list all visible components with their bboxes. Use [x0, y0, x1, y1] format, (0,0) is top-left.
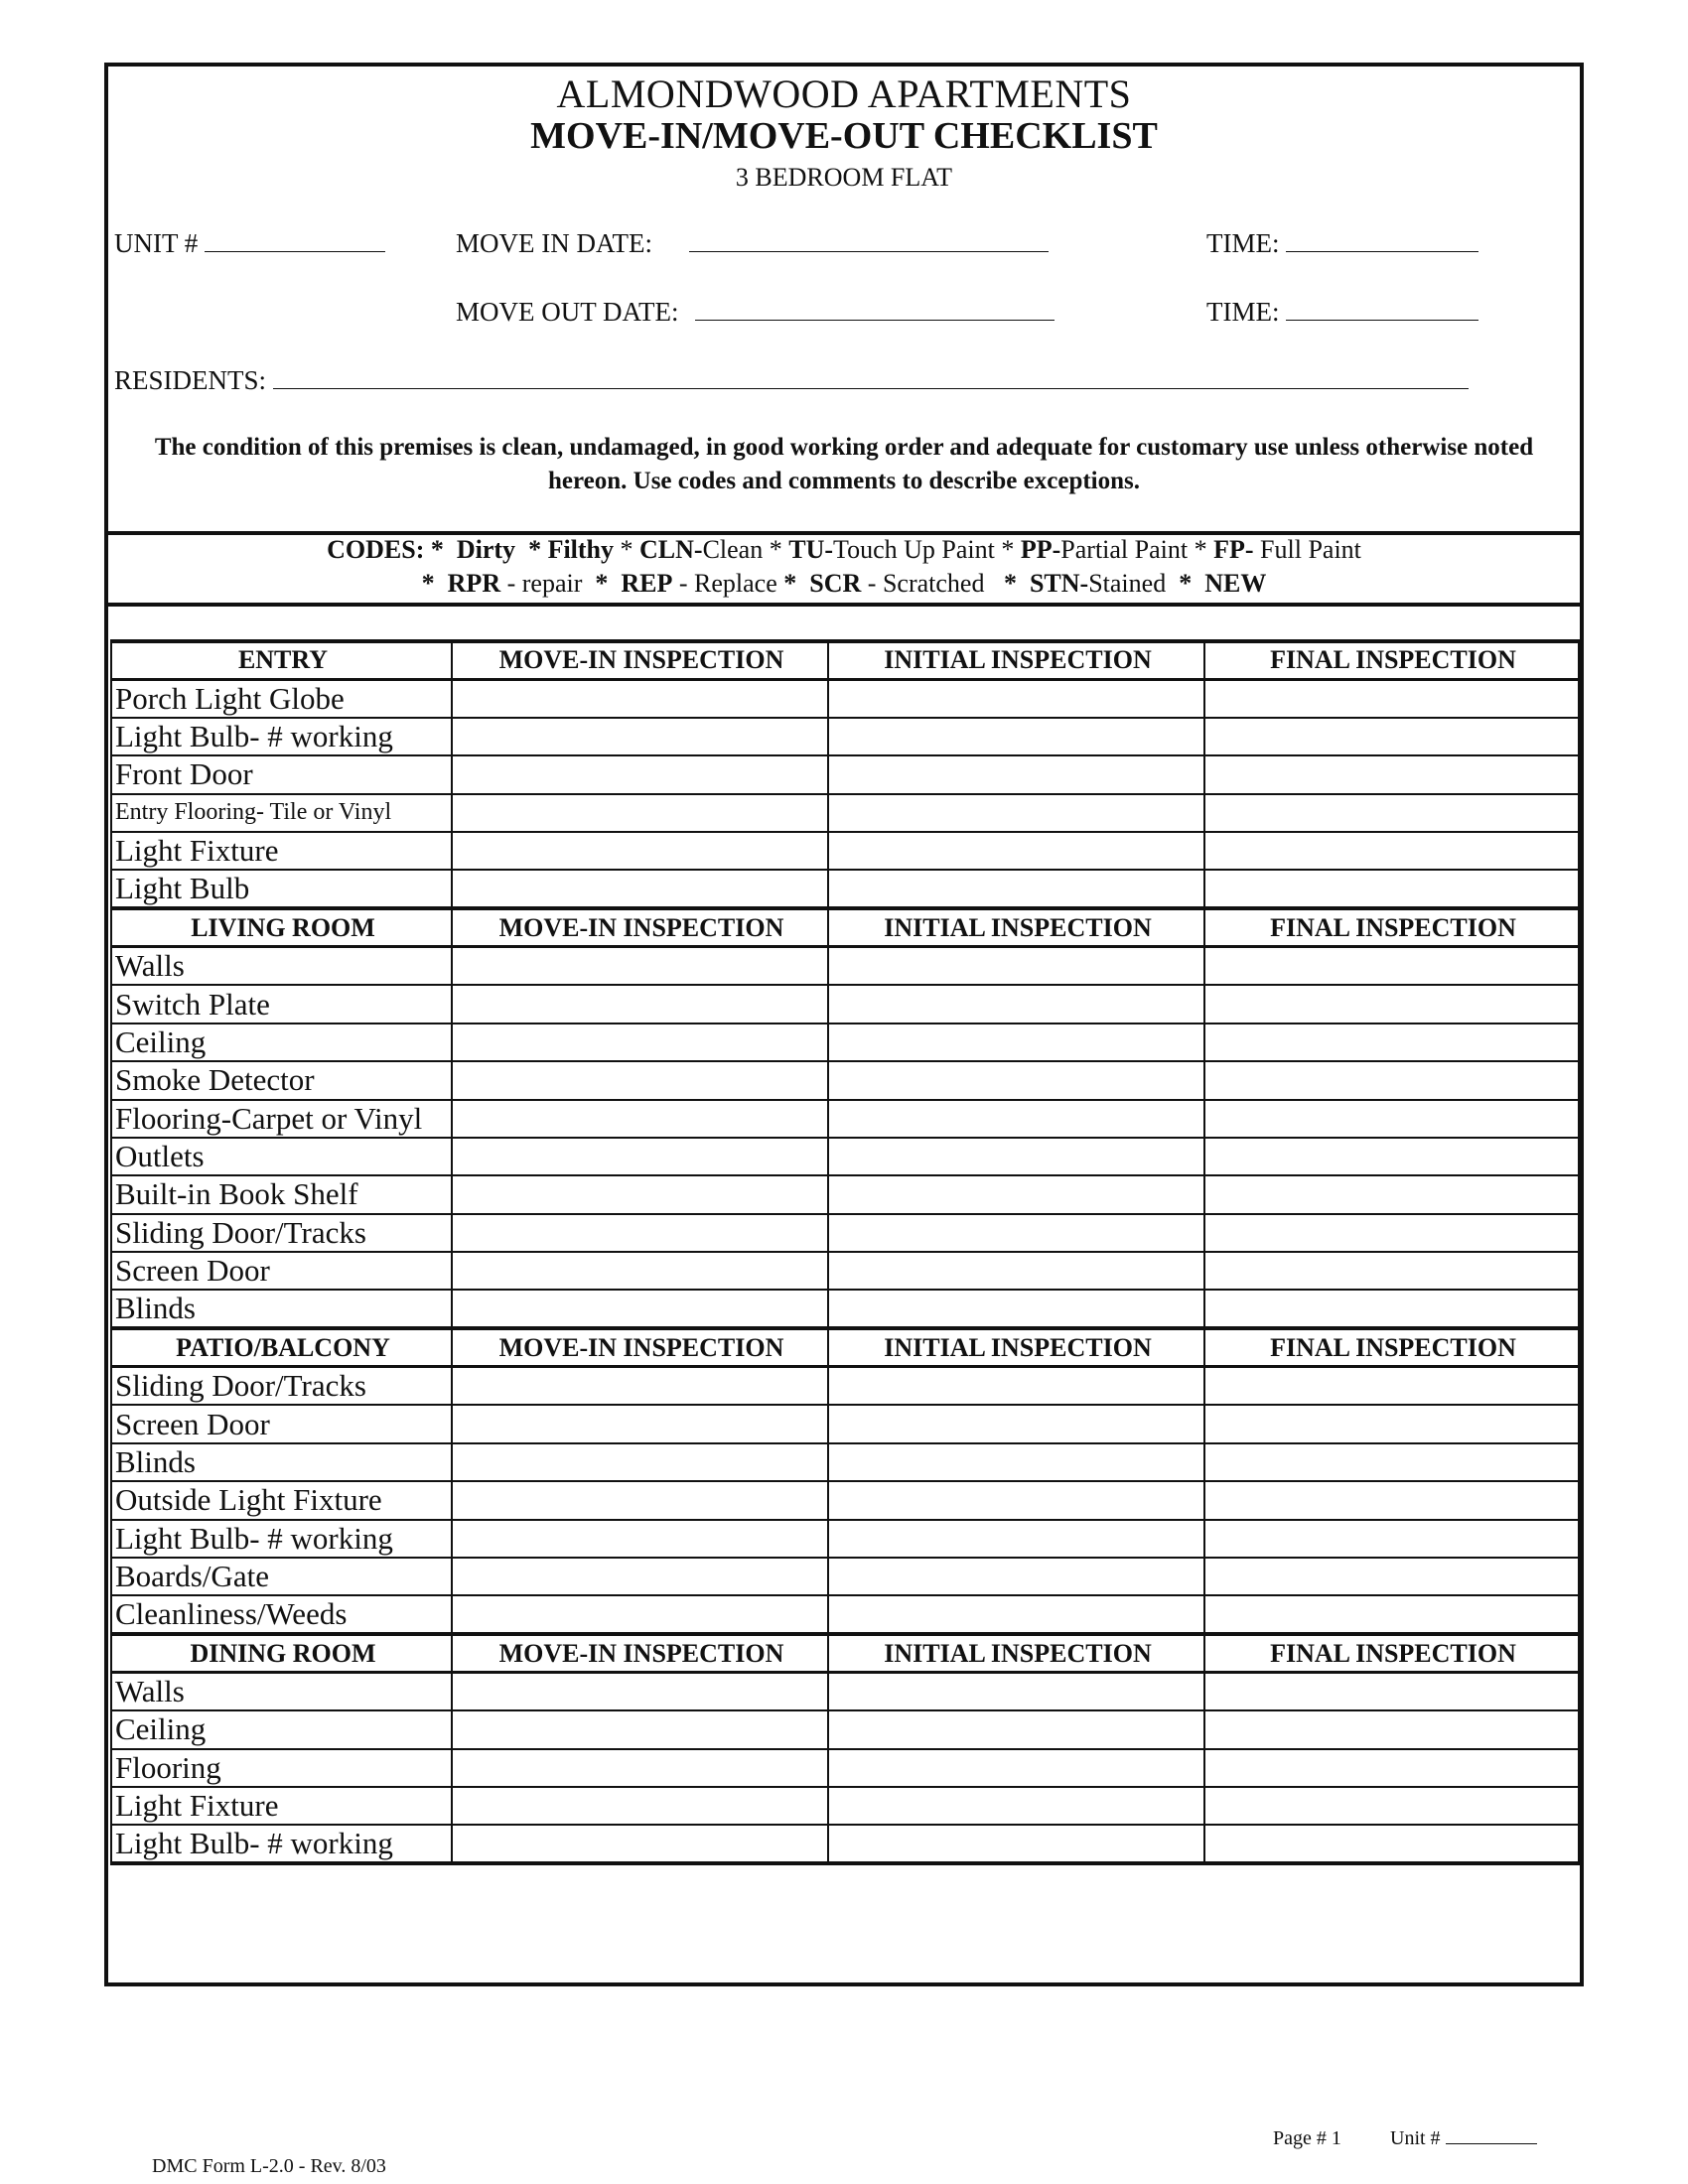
unit-input-line[interactable]	[205, 251, 385, 252]
move-in-cell[interactable]	[452, 1595, 828, 1634]
move-in-cell[interactable]	[452, 1138, 828, 1175]
final-column-header: FINAL INSPECTION	[1204, 1328, 1579, 1366]
item-label: Screen Door	[111, 1405, 452, 1442]
move-in-cell[interactable]	[452, 1024, 828, 1061]
move-in-cell[interactable]	[452, 1443, 828, 1481]
final-cell[interactable]	[1204, 1061, 1579, 1099]
move-in-column-header: MOVE-IN INSPECTION	[452, 641, 828, 679]
move-in-time-input-line[interactable]	[1286, 251, 1478, 252]
checklist-row	[111, 1787, 1579, 1825]
initial-cell[interactable]	[828, 1595, 1204, 1634]
final-column-header: FINAL INSPECTION	[1204, 641, 1579, 679]
inspection-table	[110, 639, 1580, 1865]
section-name: ENTRY	[111, 641, 452, 679]
checklist-row	[111, 794, 1579, 832]
initial-column-header: INITIAL INSPECTION	[828, 1634, 1204, 1672]
section-header-row	[111, 908, 1579, 946]
initial-cell[interactable]	[828, 1710, 1204, 1748]
move-out-time-input-line[interactable]	[1286, 320, 1478, 321]
checklist-row	[111, 1214, 1579, 1252]
move-in-column-header: MOVE-IN INSPECTION	[452, 1328, 828, 1366]
codes-legend	[108, 533, 1580, 601]
item-label: Blinds	[111, 1290, 452, 1328]
item-label: Ceiling	[111, 1710, 452, 1748]
initial-cell[interactable]	[828, 1520, 1204, 1558]
residents-field	[114, 365, 1469, 396]
checklist-row	[111, 1595, 1579, 1634]
initial-cell[interactable]	[828, 1673, 1204, 1711]
item-label: Walls	[111, 947, 452, 986]
initial-cell[interactable]	[828, 1481, 1204, 1519]
checklist-row	[111, 718, 1579, 755]
move-in-cell[interactable]	[452, 1558, 828, 1595]
company-name: ALMONDWOOD APARTMENTS	[556, 71, 1132, 116]
checklist-row	[111, 870, 1579, 908]
final-cell[interactable]	[1204, 718, 1579, 755]
final-column-header: FINAL INSPECTION	[1204, 908, 1579, 946]
codes-line-2: * RPR - repair * REP - Replace * SCR - Scratched * STN-Stained * NEW	[421, 569, 1267, 598]
checklist-row	[111, 1367, 1579, 1406]
move-in-date-input-line[interactable]	[689, 251, 1049, 252]
move-in-cell[interactable]	[452, 1749, 828, 1787]
item-label: Outlets	[111, 1138, 452, 1175]
initial-cell[interactable]	[828, 1290, 1204, 1328]
move-in-cell[interactable]	[452, 1405, 828, 1442]
checklist-row	[111, 1520, 1579, 1558]
checklist-row	[111, 832, 1579, 870]
item-label: Light Fixture	[111, 832, 452, 870]
code-scr: SCR	[809, 569, 862, 598]
move-out-time-field	[1206, 297, 1478, 328]
final-cell[interactable]	[1204, 1673, 1579, 1711]
initial-cell[interactable]	[828, 1252, 1204, 1290]
move-in-cell[interactable]	[452, 1252, 828, 1290]
move-in-cell[interactable]	[452, 1481, 828, 1519]
checklist-row	[111, 1405, 1579, 1442]
final-cell[interactable]	[1204, 1175, 1579, 1213]
checklist-row	[111, 1481, 1579, 1519]
initial-cell[interactable]	[828, 1214, 1204, 1252]
move-in-cell[interactable]	[452, 1290, 828, 1328]
checklist-row	[111, 1749, 1579, 1787]
checklist-row	[111, 1558, 1579, 1595]
checklist-row	[111, 947, 1579, 986]
item-label: Light Fixture	[111, 1787, 452, 1825]
move-in-time-label: TIME:	[1206, 228, 1280, 258]
footer-unit-input-line[interactable]	[1446, 2143, 1537, 2144]
move-in-cell[interactable]	[452, 718, 828, 755]
final-column-header: FINAL INSPECTION	[1204, 1634, 1579, 1672]
item-label: Sliding Door/Tracks	[111, 1367, 452, 1406]
item-label: Light Bulb- # working	[111, 718, 452, 755]
code-rep: REP	[621, 569, 673, 598]
initial-cell[interactable]	[828, 947, 1204, 986]
final-cell[interactable]	[1204, 947, 1579, 986]
item-label: Entry Flooring- Tile or Vinyl	[111, 794, 452, 832]
item-label: Built-in Book Shelf	[111, 1175, 452, 1213]
item-label: Flooring-Carpet or Vinyl	[111, 1100, 452, 1138]
final-cell[interactable]	[1204, 1405, 1579, 1442]
checklist-row	[111, 755, 1579, 793]
final-cell[interactable]	[1204, 1367, 1579, 1406]
checklist-row	[111, 1100, 1579, 1138]
initial-cell[interactable]	[828, 1175, 1204, 1213]
code-scr-desc: - Scratched	[861, 569, 985, 598]
code-tu-desc: Touch Up Paint	[833, 535, 995, 564]
final-cell[interactable]	[1204, 985, 1579, 1023]
code-rpr-desc: - repair	[500, 569, 583, 598]
initial-cell[interactable]	[828, 718, 1204, 755]
footer-unit-label: Unit #	[1390, 2127, 1441, 2149]
final-cell[interactable]	[1204, 1024, 1579, 1061]
form-subtitle: 3 BEDROOM FLAT	[735, 163, 953, 192]
move-in-cell[interactable]	[452, 1673, 828, 1711]
final-cell[interactable]	[1204, 832, 1579, 870]
checklist-form	[104, 63, 1584, 1986]
final-cell[interactable]	[1204, 679, 1579, 718]
form-title: MOVE-IN/MOVE-OUT CHECKLIST	[530, 115, 1158, 157]
initial-cell[interactable]	[828, 1787, 1204, 1825]
final-cell[interactable]	[1204, 1214, 1579, 1252]
checklist-row	[111, 1138, 1579, 1175]
initial-column-header: INITIAL INSPECTION	[828, 641, 1204, 679]
move-in-cell[interactable]	[452, 1520, 828, 1558]
final-cell[interactable]	[1204, 1100, 1579, 1138]
move-in-column-header: MOVE-IN INSPECTION	[452, 1634, 828, 1672]
move-in-cell[interactable]	[452, 1710, 828, 1748]
initial-cell[interactable]	[828, 832, 1204, 870]
checklist-row	[111, 1710, 1579, 1748]
final-cell[interactable]	[1204, 1749, 1579, 1787]
code-fp-desc: Full Paint	[1253, 535, 1361, 564]
item-label: Light Bulb- # working	[111, 1825, 452, 1863]
code-pp: PP-	[1020, 535, 1061, 564]
move-in-cell[interactable]	[452, 1061, 828, 1099]
move-in-cell[interactable]	[452, 794, 828, 832]
final-cell[interactable]	[1204, 1520, 1579, 1558]
section-name: LIVING ROOM	[111, 908, 452, 946]
code-tu: TU-	[788, 535, 834, 564]
move-out-date-input-line[interactable]	[695, 320, 1055, 321]
move-in-cell[interactable]	[452, 1787, 828, 1825]
move-in-cell[interactable]	[452, 1100, 828, 1138]
section-header-row	[111, 1328, 1579, 1366]
initial-cell[interactable]	[828, 870, 1204, 908]
unit-label: UNIT #	[114, 228, 199, 258]
section-header-row	[111, 1634, 1579, 1672]
initial-cell[interactable]	[828, 794, 1204, 832]
move-in-cell[interactable]	[452, 1367, 828, 1406]
initial-cell[interactable]	[828, 1367, 1204, 1406]
checklist-row	[111, 1825, 1579, 1863]
initial-cell[interactable]	[828, 1825, 1204, 1863]
section-divider	[108, 603, 1580, 607]
item-label: Outside Light Fixture	[111, 1481, 452, 1519]
move-out-date-field	[456, 297, 1055, 328]
item-label: Switch Plate	[111, 985, 452, 1023]
checklist-row	[111, 1290, 1579, 1328]
code-cln-desc: Clean	[702, 535, 764, 564]
codes-line-1: CODES: * Dirty * Filthy * CLN-Clean * TU-Touch Up Paint * PP-Partial Paint * FP- Full Paint	[327, 535, 1361, 564]
final-cell[interactable]	[1204, 870, 1579, 908]
item-label: Sliding Door/Tracks	[111, 1214, 452, 1252]
item-label: Screen Door	[111, 1252, 452, 1290]
section-name: PATIO/BALCONY	[111, 1328, 452, 1366]
initial-cell[interactable]	[828, 1405, 1204, 1442]
initial-cell[interactable]	[828, 1749, 1204, 1787]
checklist-row	[111, 1673, 1579, 1711]
move-in-cell[interactable]	[452, 947, 828, 986]
move-out-date-label: MOVE OUT DATE:	[456, 297, 679, 327]
checklist-row	[111, 1061, 1579, 1099]
form-revision: DMC Form L-2.0 - Rev. 8/03	[152, 2155, 386, 2177]
residents-label: RESIDENTS:	[114, 365, 267, 395]
final-cell[interactable]	[1204, 1290, 1579, 1328]
initial-cell[interactable]	[828, 1100, 1204, 1138]
move-in-column-header: MOVE-IN INSPECTION	[452, 908, 828, 946]
item-label: Cleanliness/Weeds	[111, 1595, 452, 1634]
item-label: Porch Light Globe	[111, 679, 452, 718]
section-name: DINING ROOM	[111, 1634, 452, 1672]
condition-statement: The condition of this premises is clean, undamaged, in good working order and adequate for customary use unless otherwise noted hereon. Use codes and comments to describe exceptions.	[154, 434, 1534, 494]
codes-label: CODES:	[327, 535, 425, 564]
initial-cell[interactable]	[828, 985, 1204, 1023]
item-label: Light Bulb	[111, 870, 452, 908]
code-rpr: RPR	[447, 569, 501, 598]
code-filthy: Filthy	[547, 535, 615, 564]
footer-unit-field	[1390, 2127, 1537, 2150]
final-cell[interactable]	[1204, 1252, 1579, 1290]
move-in-time-field	[1206, 228, 1478, 259]
code-stn: STN-	[1029, 569, 1089, 598]
checklist-row	[111, 1443, 1579, 1481]
item-label: Smoke Detector	[111, 1061, 452, 1099]
move-in-cell[interactable]	[452, 1214, 828, 1252]
move-in-date-field	[456, 228, 1049, 259]
item-label: Boards/Gate	[111, 1558, 452, 1595]
initial-cell[interactable]	[828, 679, 1204, 718]
final-cell[interactable]	[1204, 755, 1579, 793]
item-label: Light Bulb- # working	[111, 1520, 452, 1558]
move-in-cell[interactable]	[452, 679, 828, 718]
move-in-cell[interactable]	[452, 870, 828, 908]
move-in-cell[interactable]	[452, 1175, 828, 1213]
checklist-row	[111, 985, 1579, 1023]
item-label: Ceiling	[111, 1024, 452, 1061]
final-cell[interactable]	[1204, 1138, 1579, 1175]
initial-column-header: INITIAL INSPECTION	[828, 1328, 1204, 1366]
item-label: Front Door	[111, 755, 452, 793]
code-fp: FP-	[1213, 535, 1254, 564]
section-header-row	[111, 641, 1579, 679]
checklist-row	[111, 679, 1579, 718]
initial-cell[interactable]	[828, 1061, 1204, 1099]
final-cell[interactable]	[1204, 1825, 1579, 1863]
checklist-row	[111, 1024, 1579, 1061]
initial-cell[interactable]	[828, 1138, 1204, 1175]
checklist-row	[111, 1175, 1579, 1213]
initial-cell[interactable]	[828, 1024, 1204, 1061]
final-cell[interactable]	[1204, 1787, 1579, 1825]
residents-input-line[interactable]	[273, 388, 1469, 389]
checklist-row	[111, 1252, 1579, 1290]
final-cell[interactable]	[1204, 1595, 1579, 1634]
item-label: Blinds	[111, 1443, 452, 1481]
final-cell[interactable]	[1204, 794, 1579, 832]
code-dirty: Dirty	[456, 535, 516, 564]
move-in-cell[interactable]	[452, 832, 828, 870]
initial-cell[interactable]	[828, 755, 1204, 793]
code-new: NEW	[1204, 569, 1267, 598]
move-in-cell[interactable]	[452, 985, 828, 1023]
page-number: Page # 1	[1273, 2127, 1341, 2149]
final-cell[interactable]	[1204, 1710, 1579, 1748]
move-out-time-label: TIME:	[1206, 297, 1280, 327]
unit-field	[114, 228, 385, 259]
code-stn-desc: Stained	[1088, 569, 1167, 598]
move-in-cell[interactable]	[452, 755, 828, 793]
initial-cell[interactable]	[828, 1558, 1204, 1595]
initial-cell[interactable]	[828, 1443, 1204, 1481]
item-label: Walls	[111, 1673, 452, 1711]
move-in-cell[interactable]	[452, 1825, 828, 1863]
code-cln: CLN-	[639, 535, 703, 564]
initial-column-header: INITIAL INSPECTION	[828, 908, 1204, 946]
item-label: Flooring	[111, 1749, 452, 1787]
final-cell[interactable]	[1204, 1481, 1579, 1519]
final-cell[interactable]	[1204, 1558, 1579, 1595]
code-rep-desc: - Replace	[672, 569, 777, 598]
move-in-date-label: MOVE IN DATE:	[456, 228, 652, 258]
code-pp-desc: Partial Paint	[1060, 535, 1189, 564]
final-cell[interactable]	[1204, 1443, 1579, 1481]
